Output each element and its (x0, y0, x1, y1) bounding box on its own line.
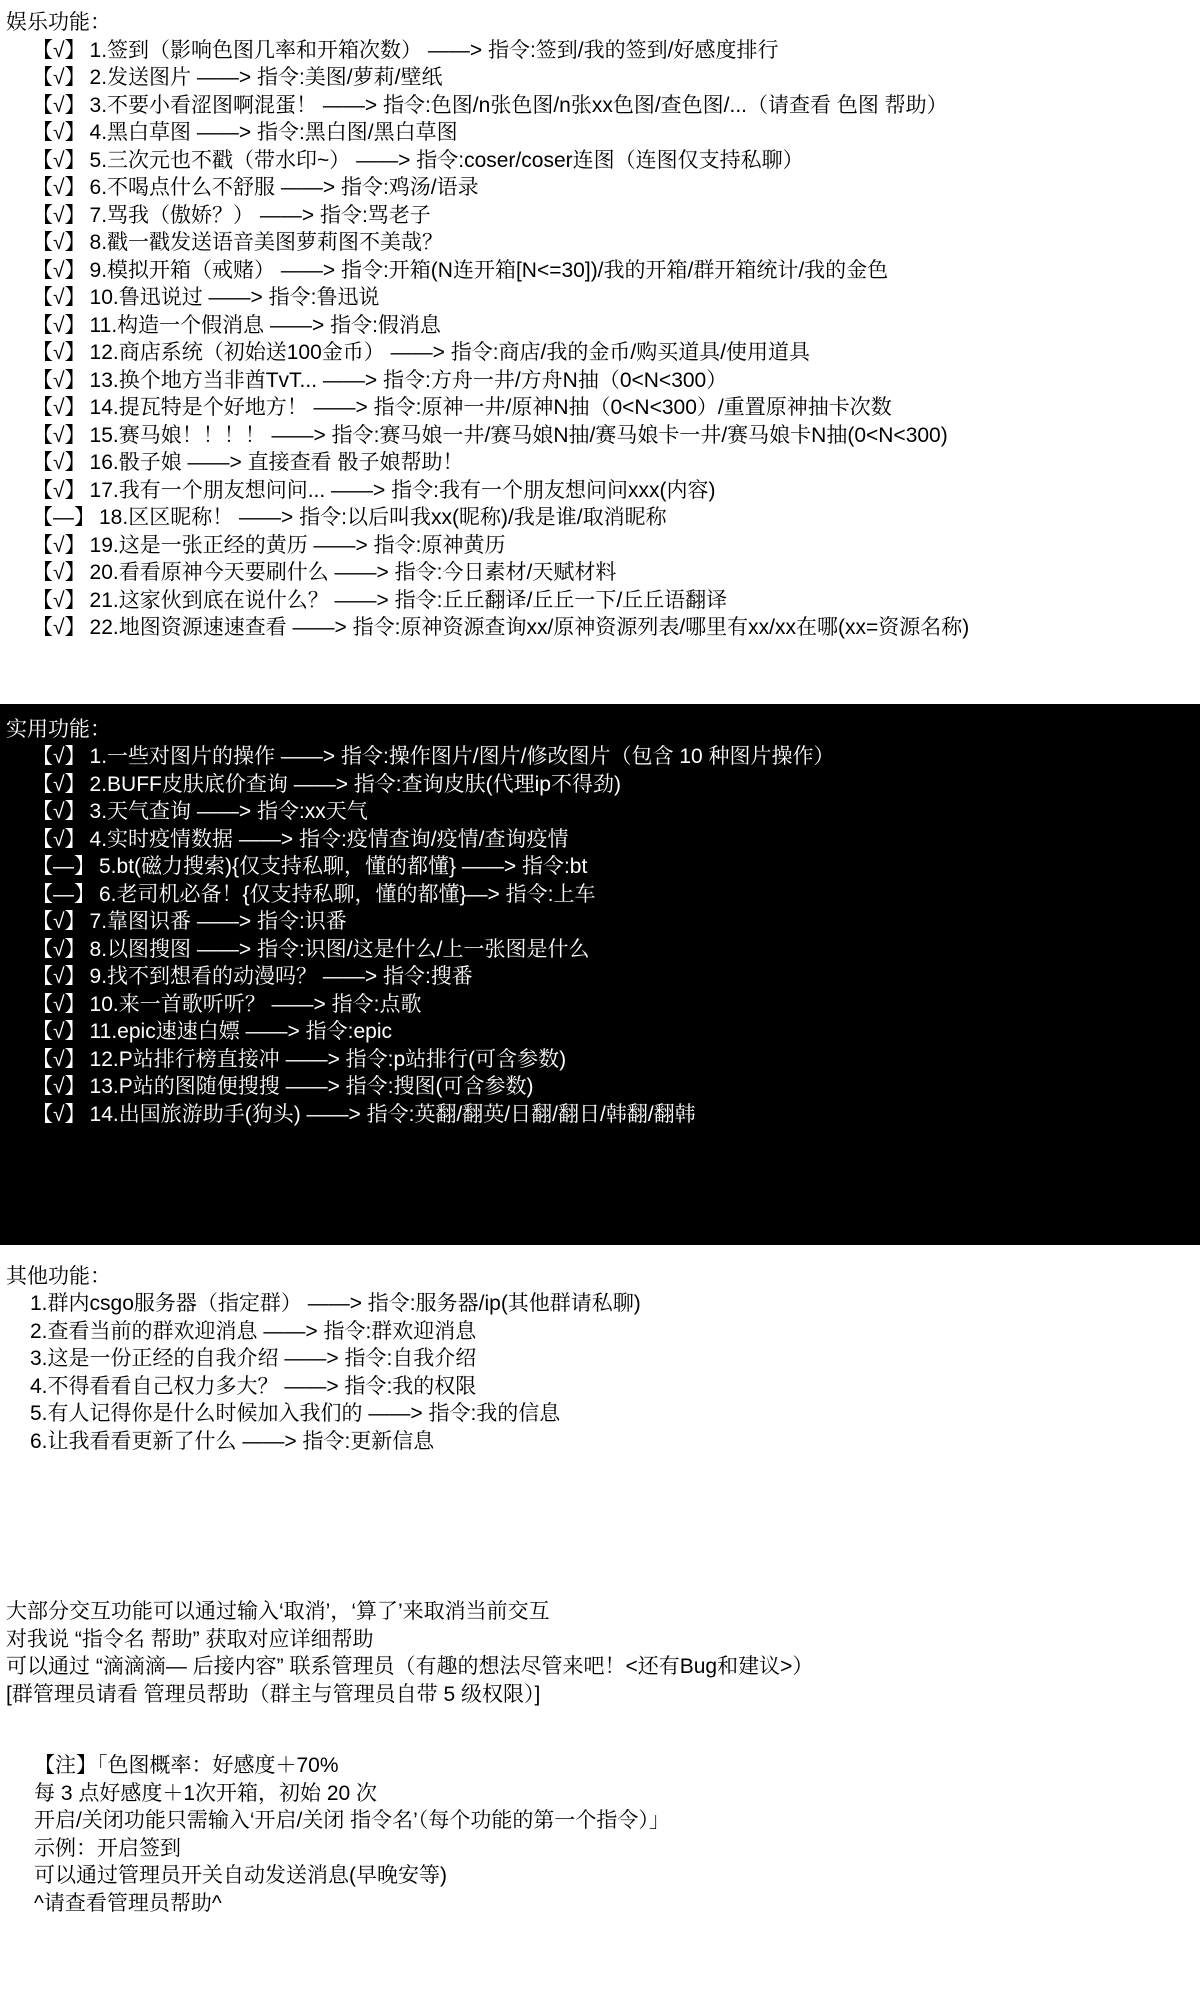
status-mark: 【√】 (32, 561, 86, 584)
note-line (34, 1752, 1200, 1780)
feature-item-text: 15.赛马娘！！！！ ——> 指令:赛马娘一井/赛马娘N抽/赛马娘卡一井/赛马娘卡N抽(0<N<300) (89, 423, 948, 447)
others-item-list (30, 1290, 1200, 1455)
feature-item (32, 1101, 1200, 1129)
feature-item-text: 8.以图搜图 ——> 指令:识图/这是什么/上一张图是什么 (89, 937, 590, 961)
footer-note-line (6, 1598, 1200, 1626)
feature-item-text: 10.来一首歌听听？ ——> 指令:点歌 (89, 992, 422, 1016)
feature-item-text: 17.我有一个朋友想问问... ——> 指令:我有一个朋友想问问xxx(内容) (89, 478, 716, 502)
status-mark: 【√】 (32, 992, 86, 1016)
feature-item (32, 771, 1200, 799)
status-mark: 【√】 (32, 313, 86, 337)
status-mark: 【√】 (32, 38, 86, 62)
status-mark: 【√】 (32, 258, 86, 282)
feature-item (32, 229, 1200, 257)
feature-item (32, 147, 1200, 175)
feature-item-text: 6.老司机必备！{仅支持私聊，懂的都懂}—> 指令:上车 (99, 882, 596, 906)
status-mark: 【√】 (32, 616, 86, 639)
feature-item (32, 449, 1200, 477)
utility-item-list (32, 743, 1200, 1128)
footer-note-text: 可以通过 “滴滴滴— 后接内容” 联系管理员（有趣的想法尽管来吧！<还有Bug和建议>） (6, 1655, 814, 1678)
feature-item-text: 14.提瓦特是个好地方！ ——> 指令:原神一井/原神N抽（0<N<300）/重置原神抽卡次数 (89, 396, 892, 419)
feature-item-text: 7.骂我（傲娇？） ——> 指令:骂老子 (89, 203, 431, 227)
feature-item (32, 367, 1200, 395)
status-mark: 【√】 (32, 176, 86, 199)
status-mark: 【√】 (32, 965, 86, 988)
entertainment-section-title: 娱乐功能： (6, 11, 111, 34)
feature-item (32, 477, 1200, 505)
footer-note-text: 对我说 “指令名 帮助” 获取对应详细帮助 (6, 1627, 374, 1651)
status-mark: 【√】 (32, 423, 86, 447)
feature-item (32, 1073, 1200, 1101)
footer-notes (0, 1598, 1200, 1708)
note-line-text: 【注】「色图概率：好感度＋70% (34, 1754, 339, 1777)
status-mark: 【√】 (32, 341, 86, 364)
feature-item-text: 10.鲁迅说过 ——> 指令:鲁迅说 (89, 286, 380, 309)
feature-item-text: 6.让我看看更新了什么 ——> 指令:更新信息 (30, 1429, 435, 1453)
feature-item (32, 92, 1200, 120)
feature-item-text: 1.群内csgo服务器（指定群） ——> 指令:服务器/ip(其他群请私聊) (30, 1292, 641, 1315)
status-mark: 【—】 (32, 882, 95, 906)
others-section (0, 1263, 1200, 1456)
entertainment-section (0, 0, 1200, 642)
note-line (34, 1807, 1200, 1835)
feature-item (32, 257, 1200, 285)
feature-item (32, 853, 1200, 881)
status-mark: 【√】 (32, 1020, 86, 1043)
feature-item (32, 908, 1200, 936)
feature-item (32, 202, 1200, 230)
note-line (34, 1862, 1200, 1890)
status-mark: 【√】 (32, 588, 86, 612)
others-section-title: 其他功能： (6, 1264, 111, 1288)
status-mark: 【√】 (32, 121, 86, 144)
status-mark: 【√】 (32, 478, 86, 502)
note-line-text: 开启/关闭功能只需输入‘开启/关闭 指令名’（每个功能的第一个指令）」 (34, 1809, 670, 1832)
status-mark: 【√】 (32, 231, 86, 254)
feature-item (32, 798, 1200, 826)
feature-item-text: 16.骰子娘 ——> 直接查看 骰子娘帮助！ (89, 451, 464, 474)
feature-item (32, 936, 1200, 964)
feature-item (32, 1018, 1200, 1046)
status-mark: 【√】 (32, 827, 86, 851)
note-line-text: 示例：开启签到 (34, 1836, 181, 1860)
feature-item (32, 37, 1200, 65)
feature-item (32, 284, 1200, 312)
feature-item (32, 963, 1200, 991)
feature-item (30, 1373, 1200, 1401)
feature-item (32, 174, 1200, 202)
feature-item-text: 11.构造一个假消息 ——> 指令:假消息 (89, 313, 441, 337)
note-line (34, 1835, 1200, 1863)
note-line-text: ^请查看管理员帮助^ (34, 1891, 222, 1915)
feature-item-text: 12.P站排行榜直接冲 ——> 指令:p站排行(可含参数) (89, 1047, 567, 1071)
status-mark: 【√】 (32, 772, 86, 796)
feature-item (30, 1400, 1200, 1428)
feature-item-text: 4.不得看看自己权力多大？ ——> 指令:我的权限 (30, 1374, 477, 1398)
feature-item-text: 21.这家伙到底在说什么？ ——> 指令:丘丘翻译/丘丘一下/丘丘语翻译 (89, 588, 728, 612)
status-mark: 【√】 (32, 93, 86, 117)
status-mark: 【√】 (32, 286, 86, 309)
feature-item-text: 9.模拟开箱（戒赌） ——> 指令:开箱(N连开箱[N<=30])/我的开箱/群开箱统计/我的金色 (89, 258, 889, 282)
feature-item-text: 20.看看原神今天要刷什么 ——> 指令:今日素材/天赋材料 (89, 561, 617, 584)
status-mark: 【—】 (32, 855, 95, 878)
feature-item-text: 6.不喝点什么不舒服 ——> 指令:鸡汤/语录 (89, 176, 479, 199)
feature-item-text: 2.查看当前的群欢迎消息 ——> 指令:群欢迎消息 (30, 1319, 477, 1343)
entertainment-item-list (32, 37, 1200, 642)
status-mark: 【√】 (32, 910, 86, 933)
status-mark: 【√】 (32, 148, 86, 172)
feature-item (32, 532, 1200, 560)
feature-item-text: 3.不要小看涩图啊混蛋！ ——> 指令:色图/n张色图/n张xx色图/查色图/...（请查看 色图 帮助） (89, 93, 948, 117)
feature-item (32, 826, 1200, 854)
status-mark: 【√】 (32, 368, 86, 392)
feature-item (30, 1345, 1200, 1373)
feature-item (32, 991, 1200, 1019)
feature-item-text: 8.戳一戳发送语音美图萝莉图不美哉？ (89, 231, 444, 254)
feature-item (32, 1046, 1200, 1074)
feature-item-text: 3.天气查询 ——> 指令:xx天气 (89, 800, 368, 823)
feature-item (32, 312, 1200, 340)
footer-note-line (6, 1653, 1200, 1681)
feature-item (32, 119, 1200, 147)
feature-item-text: 13.换个地方当非酋TvT... ——> 指令:方舟一井/方舟N抽（0<N<300） (89, 368, 728, 392)
feature-item (32, 881, 1200, 909)
feature-item-text: 4.黑白草图 ——> 指令:黑白图/黑白草图 (89, 121, 458, 144)
feature-item (30, 1428, 1200, 1456)
feature-item (32, 743, 1200, 771)
note-line (34, 1780, 1200, 1808)
feature-item (32, 394, 1200, 422)
feature-item (30, 1318, 1200, 1346)
feature-item-text: 1.一些对图片的操作 ——> 指令:操作图片/图片/修改图片（包含 10 种图片操作） (89, 745, 835, 768)
feature-item-text: 13.P站的图随便搜搜 ——> 指令:搜图(可含参数) (89, 1075, 534, 1098)
feature-item-text: 22.地图资源速速查看 ——> 指令:原神资源查询xx/原神资源列表/哪里有xx/xx在哪(xx=资源名称) (89, 616, 970, 639)
feature-item (30, 1290, 1200, 1318)
feature-item-text: 3.这是一份正经的自我介绍 ——> 指令:自我介绍 (30, 1347, 477, 1370)
status-mark: 【√】 (32, 937, 86, 961)
feature-item (32, 587, 1200, 615)
feature-item-text: 5.三次元也不戳（带水印~） ——> 指令:coser/coser连图（连图仅支持私聊） (89, 148, 804, 172)
footer-note-line (6, 1626, 1200, 1654)
feature-item (32, 559, 1200, 587)
footer-note-line (6, 1681, 1200, 1709)
feature-item-text: 12.商店系统（初始送100金币） ——> 指令:商店/我的金币/购买道具/使用道具 (89, 341, 811, 364)
utility-section (0, 704, 1200, 1245)
note-line-text: 可以通过管理员开关自动发送消息(早晚安等) (34, 1864, 447, 1887)
feature-item-text: 18.区区昵称！ ——> 指令:以后叫我xx(昵称)/我是谁/取消昵称 (99, 506, 667, 529)
status-mark: 【√】 (32, 800, 86, 823)
feature-item (32, 64, 1200, 92)
footer-note-text: 大部分交互功能可以通过输入‘取消’，‘算了’来取消当前交互 (6, 1600, 550, 1623)
note-line (34, 1890, 1200, 1918)
feature-item-text: 5.有人记得你是什么时候加入我们的 ——> 指令:我的信息 (30, 1402, 561, 1425)
footer-note-text: [群管理员请看 管理员帮助（群主与管理员自带 5 级权限）] (6, 1682, 541, 1706)
feature-item (32, 422, 1200, 450)
feature-item (32, 614, 1200, 642)
status-mark: 【√】 (32, 745, 86, 768)
feature-item-text: 14.出国旅游助手(狗头) ——> 指令:英翻/翻英/日翻/翻日/韩翻/翻韩 (89, 1102, 696, 1126)
feature-item-text: 1.签到（影响色图几率和开箱次数） ——> 指令:签到/我的签到/好感度排行 (89, 38, 779, 62)
feature-item-text: 5.bt(磁力搜索){仅支持私聊，懂的都懂} ——> 指令:bt (99, 855, 588, 878)
status-mark: 【√】 (32, 1075, 86, 1098)
note-line-text: 每 3 点好感度＋1次开箱，初始 20 次 (34, 1781, 378, 1805)
status-mark: 【√】 (32, 66, 86, 89)
status-mark: 【√】 (32, 533, 86, 557)
status-mark: 【√】 (32, 451, 86, 474)
feature-item-text: 2.发送图片 ——> 指令:美图/萝莉/壁纸 (89, 66, 443, 89)
status-mark: 【√】 (32, 203, 86, 227)
status-mark: 【√】 (32, 396, 86, 419)
status-mark: 【—】 (32, 506, 95, 529)
status-mark: 【√】 (32, 1047, 86, 1071)
feature-item-text: 2.BUFF皮肤底价查询 ——> 指令:查询皮肤(代理ip不得劲) (89, 772, 621, 796)
feature-item-text: 19.这是一张正经的黄历 ——> 指令:原神黄历 (89, 533, 506, 557)
status-mark: 【√】 (32, 1102, 86, 1126)
note-block (0, 1752, 1200, 1917)
feature-item (32, 339, 1200, 367)
feature-item-text: 4.实时疫情数据 ——> 指令:疫情查询/疫情/查询疫情 (89, 827, 569, 851)
utility-section-title: 实用功能： (6, 717, 111, 741)
feature-item-text: 9.找不到想看的动漫吗？ ——> 指令:搜番 (89, 965, 473, 988)
feature-item (32, 504, 1200, 532)
feature-item-text: 7.靠图识番 ——> 指令:识番 (89, 910, 347, 933)
feature-item-text: 11.epic速速白嫖 ——> 指令:epic (89, 1020, 392, 1043)
